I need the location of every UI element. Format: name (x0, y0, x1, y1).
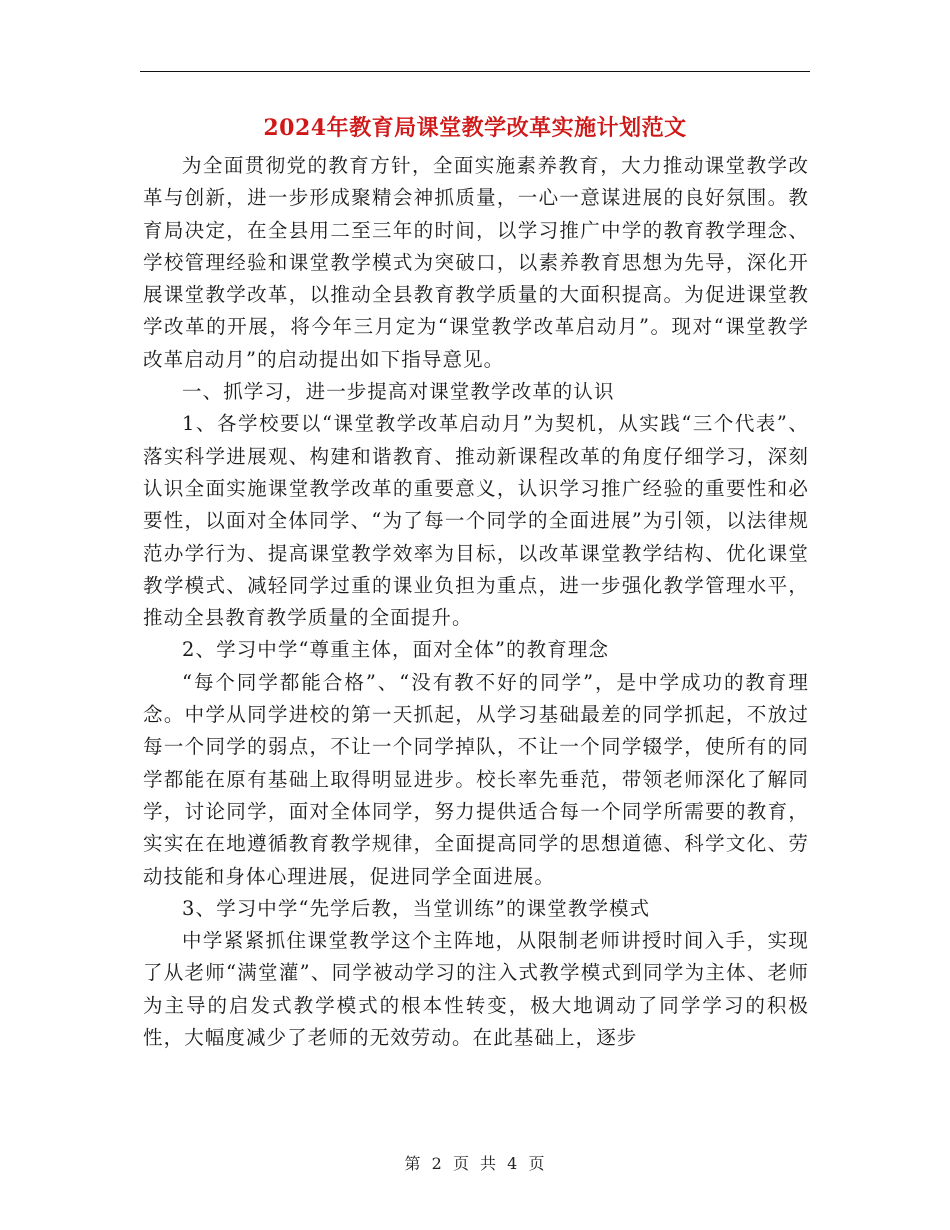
footer-label-page: 第 (404, 1154, 422, 1173)
header-rule (140, 71, 810, 72)
page-footer (0, 1153, 950, 1175)
document-body (143, 150, 809, 1054)
paragraph-item-3: 中学紧紧抓住课堂教学这个主阵地，从限制老师讲授时间入手，实现了从老师“满堂灌”、同学被动学习的注入式教学模式到同学为主体、老师为主导的启发式教学模式的根本性转变，极大地调动了同学学习的积极性，大幅度减少了老师的无效劳动。在此基础上，逐步 (143, 929, 809, 1050)
paragraph-item-1: 1、各学校要以“课堂教学改革启动月”为契机，从实践“三个代表”、落实科学进展观、构建和谐教育、推动新课程改革的角度仔细学习，深刻认识全面实施课堂教学改革的重要意义，认识学习推广经验的重要性和必要性，以面对全体同学、“为了每一个同学的全面进展”为引领，以法律规范办学行为、提高课堂教学效率为目标，以改革课堂教学结构、优化课堂教学模式、减轻同学过重的课业负担为重点，进一步强化教学管理水平，推动全县教育教学质量的全面提升。 (143, 412, 809, 630)
subheading-item-3: 3、学习中学“先学后教，当堂训练”的课堂教学模式 (182, 896, 651, 920)
paragraph-item-2: “每个同学都能合格”、“没有教不好的同学”，是中学成功的教育理念。中学从同学进校的第一天抓起，从学习基础最差的同学抓起，不放过每一个同学的弱点，不让一个同学掉队，不让一个同学辍学，使所有的同学都能在原有基础上取得明显进步。校长率先垂范，带领老师深化了解同学，讨论同学，面对全体同学，努力提供适合每一个同学所需要的教育，实实在在地遵循教育教学规律，全面提高同学的思想道德、科学文化、劳动技能和身体心理进展，促进同学全面进展。 (143, 670, 809, 888)
document-title: 2024年教育局课堂教学改革实施计划范文 (263, 115, 687, 141)
footer-label-unit-end: 页 (528, 1154, 546, 1173)
footer-current-page: 2 (431, 1154, 443, 1173)
footer-total-pages: 4 (507, 1154, 519, 1173)
section-heading-1: 一、抓学习，进一步提高对课堂教学改革的认识 (182, 380, 615, 404)
paragraph-intro: 为全面贯彻党的教育方针，全面实施素养教育，大力推动课堂教学改革与创新，进一步形成聚精会神抓质量，一心一意谋进展的良好氛围。教育局决定，在全县用二至三年的时间，以学习推广中学的教育教学理念、学校管理经验和课堂教学模式为突破口，以素养教育思想为先导，深化开展课堂教学改革，以推动全县教育教学质量的大面积提高。为促进课堂教学改革的开展，将今年三月定为“课堂教学改革启动月”。现对“课堂教学改革启动月”的启动提出如下指导意见。 (143, 154, 809, 371)
footer-label-unit: 页 (452, 1154, 470, 1173)
footer-label-total: 共 (480, 1154, 498, 1173)
subheading-item-2: 2、学习中学“尊重主体，面对全体”的教育理念 (182, 638, 610, 662)
